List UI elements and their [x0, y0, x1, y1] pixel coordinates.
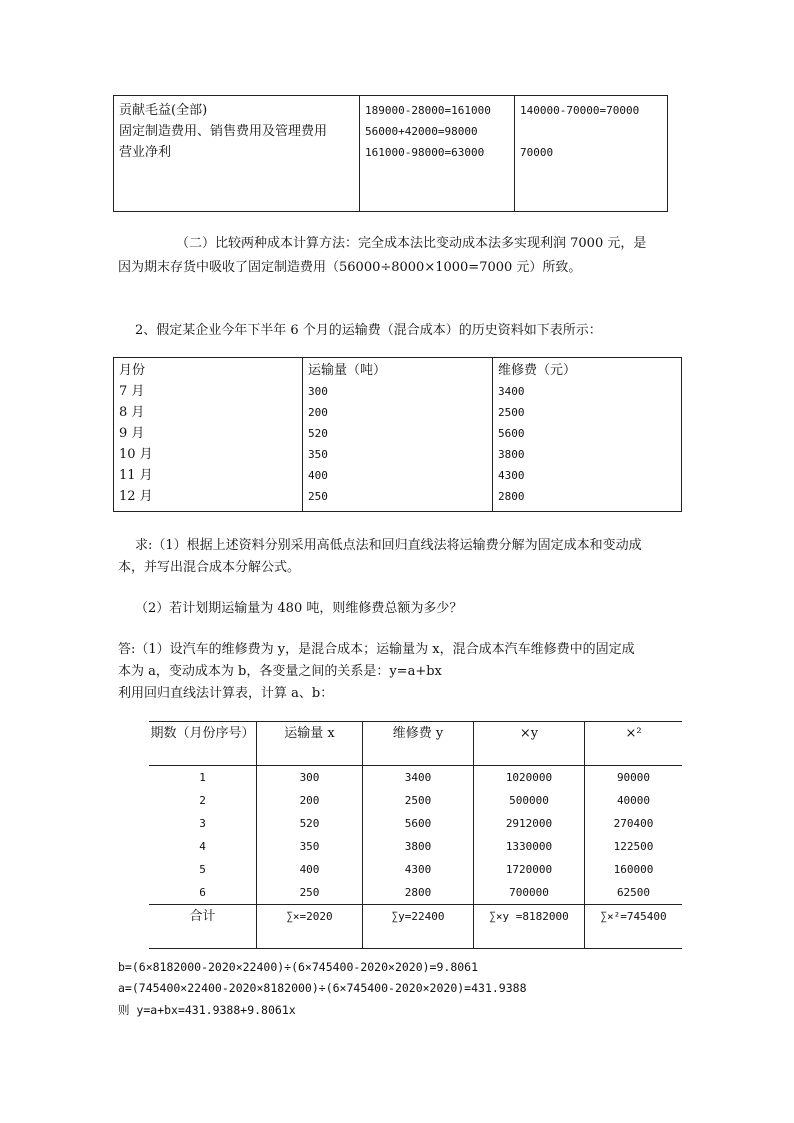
table3-cell: 4: [149, 835, 257, 858]
table3-cell: 2800: [363, 881, 474, 905]
table3-cell: 62500: [585, 881, 683, 905]
table3-cell: 160000: [585, 858, 683, 881]
table3-total-y: ∑y=22400: [363, 905, 474, 949]
table1-value: 56000+42000=98000: [365, 125, 478, 138]
table1-col-variable-cost: [515, 96, 668, 212]
ask-line2: 本，并写出混合成本分解公式。: [118, 560, 301, 575]
table2-cell: 7 月: [119, 384, 145, 399]
table2-cell: 3400: [498, 385, 525, 398]
table3-cell: 270400: [585, 812, 683, 835]
table2-cell: 250: [308, 490, 328, 503]
table2-cell: 3800: [498, 448, 525, 461]
table1-col-full-cost: [360, 96, 515, 212]
table3-cell: 40000: [585, 789, 683, 812]
table3-cell: 1720000: [474, 858, 585, 881]
table-row: [149, 766, 682, 790]
table1-item: 固定制造费用、销售费用及管理费用: [119, 124, 328, 139]
comparison-paragraph-line2: 因为期末存货中吸收了固定制造费用（56000÷8000×1000=7000 元）所致。: [118, 260, 582, 275]
formula-a: a=(745400×22400-2020×8182000)÷(6×745400-2020×2020)=431.9388: [118, 981, 527, 995]
table2-col-month: [114, 358, 303, 512]
table3-header-period: 期数（月份序号）: [149, 722, 257, 766]
table3-cell: 1: [149, 766, 257, 790]
table2-cell: 11 月: [119, 468, 153, 483]
table3-cell: 250: [257, 881, 363, 905]
answer-line2: 本为 a，变动成本为 b，各变量之间的关系是：y=a+bx: [118, 664, 442, 679]
table2-cell: 8 月: [119, 405, 145, 420]
table3-cell: 122500: [585, 835, 683, 858]
table-total-row: [149, 905, 682, 949]
table3-header-repair: 维修费 y: [363, 722, 474, 766]
table3-cell: 4300: [363, 858, 474, 881]
table3-header-xy: ×y: [474, 722, 585, 766]
table3-header-x2: ×²: [585, 722, 683, 766]
table1-value: 161000-98000=63000: [365, 146, 485, 159]
table3-cell: 5: [149, 858, 257, 881]
ask-question2: （2）若计划期运输量为 480 吨，则维修费总额为多少？: [135, 601, 463, 616]
table2-cell: 5600: [498, 427, 525, 440]
table3-header-volume: 运输量 x: [257, 722, 363, 766]
table3-cell: 90000: [585, 766, 683, 790]
table2-cell: 300: [308, 385, 328, 398]
ask-line1: 求:（1）根据上述资料分别采用高低点法和回归直线法将运输费分解为固定成本和变动成: [135, 538, 642, 553]
table3-cell: 3800: [363, 835, 474, 858]
table2-cell: 4300: [498, 469, 525, 482]
table1-col-items: [114, 96, 360, 212]
comparison-paragraph-line1: （二）比较两种成本计算方法：完全成本法比变动成本法多实现利润 7000 元，是: [176, 236, 647, 251]
answer-line3: 利用回归直线法计算表，计算 a、b：: [118, 686, 334, 701]
table3-cell: 2: [149, 789, 257, 812]
table2-cell: 2500: [498, 406, 525, 419]
table3-total-x: ∑×=2020: [257, 905, 363, 949]
table3-cell: 400: [257, 858, 363, 881]
table2-cell: 12 月: [119, 489, 153, 504]
table2-cell: 350: [308, 448, 328, 461]
table-row: [149, 881, 682, 905]
question2-intro: 2、假定某企业今年下半年 6 个月的运输费（混合成本）的历史资料如下表所示：: [135, 323, 602, 338]
table3-cell: 500000: [474, 789, 585, 812]
profit-comparison-table: [113, 95, 668, 212]
table3-cell: 5600: [363, 812, 474, 835]
table1-value: [520, 121, 662, 142]
table3-cell: 3400: [363, 766, 474, 790]
table3-total-xy: ∑×y =8182000: [474, 905, 585, 949]
table1-item: 营业净利: [119, 145, 172, 160]
table2-header: 月份: [119, 363, 146, 378]
table1-value: 140000-70000=70000: [520, 104, 640, 117]
table1-value: 189000-28000=161000: [365, 104, 491, 117]
table2-cell: 2800: [498, 490, 525, 503]
table3-cell: 350: [257, 835, 363, 858]
table3-cell: 2912000: [474, 812, 585, 835]
table3-cell: 2500: [363, 789, 474, 812]
formula-b: b=(6×8182000-2020×22400)÷(6×745400-2020×2020)=9.8061: [118, 960, 479, 974]
table2-cell: 520: [308, 427, 328, 440]
transport-cost-table: [113, 357, 682, 512]
table1-value: 70000: [520, 146, 554, 159]
table3-cell: 6: [149, 881, 257, 905]
table3-total-x2: ∑×²=745400: [585, 905, 683, 949]
table1-item: 贡献毛益(全部): [119, 103, 208, 118]
table3-cell: 1020000: [474, 766, 585, 790]
table3-cell: 1330000: [474, 835, 585, 858]
table3-cell: 200: [257, 789, 363, 812]
table3-cell: 520: [257, 812, 363, 835]
table2-col-volume: [303, 358, 493, 512]
table2-cell: 200: [308, 406, 328, 419]
table3-total-label: 合计: [149, 905, 257, 949]
table-row: [149, 835, 682, 858]
table-row: [149, 858, 682, 881]
table2-cell: 400: [308, 469, 328, 482]
table2-col-repair-cost: [493, 358, 682, 512]
table3-cell: 3: [149, 812, 257, 835]
table-row: [149, 812, 682, 835]
table2-cell: 9 月: [119, 426, 145, 441]
table3-cell: 300: [257, 766, 363, 790]
table2-cell: 10 月: [119, 447, 153, 462]
table3-cell: 700000: [474, 881, 585, 905]
regression-table: [149, 721, 682, 949]
table2-header: 运输量（吨）: [308, 363, 387, 378]
table-row: [149, 789, 682, 812]
formula-y: 则 y=a+bx=431.9388+9.8061x: [118, 1003, 296, 1017]
answer-line1: 答:（1）设汽车的维修费为 y，是混合成本；运输量为 x，混合成本汽车维修费中的固定成: [118, 642, 635, 657]
table2-header: 维修费（元）: [498, 363, 577, 378]
